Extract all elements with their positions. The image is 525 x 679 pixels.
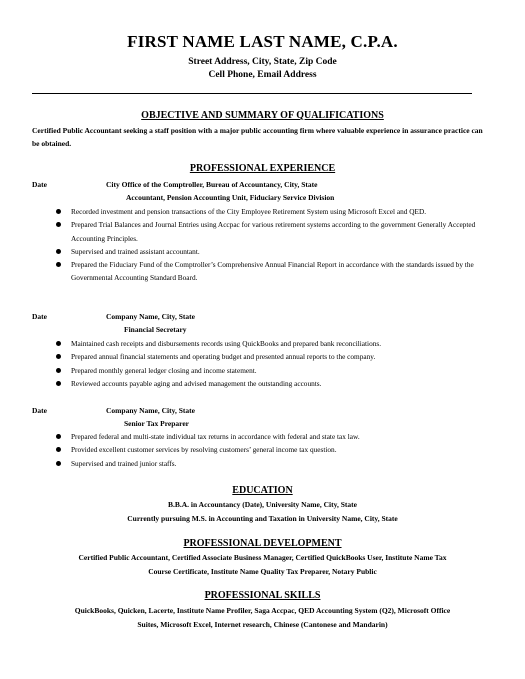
phone-email: Cell Phone, Email Address bbox=[208, 70, 317, 80]
bullet-text: Maintained cash receipts and disbursements records using QuickBooks and prepared bank reconciliations. bbox=[71, 339, 382, 348]
job-2-employer: Company Name, City, State bbox=[106, 312, 195, 321]
bullet-text: Prepared the Fiduciary Fund of the Comptroller’s Comprehensive Annual Financial Report in accordance with the standards issued by the Governmental Accounting Standard Board. bbox=[71, 260, 474, 283]
job-2-date: Date bbox=[32, 312, 47, 321]
bullet-icon bbox=[56, 434, 61, 439]
bullet-text: Prepared federal and multi-state individual tax returns in accordance with federal and state tax law. bbox=[71, 432, 360, 441]
bullet-text: Recorded investment and pension transactions of the City Employee Retirement System using Microsoft Excel and QED. bbox=[71, 207, 427, 216]
list-item bbox=[56, 218, 496, 245]
job-1-employer: City Office of the Comptroller, Bureau of Accountancy, City, State bbox=[106, 180, 318, 189]
list-item bbox=[56, 258, 496, 285]
bullet-text: Supervised and trained assistant accountant. bbox=[71, 246, 200, 256]
bullet-icon bbox=[56, 341, 61, 346]
objective-heading: OBJECTIVE AND SUMMARY OF QUALIFICATIONS bbox=[141, 110, 384, 121]
list-item bbox=[56, 245, 496, 258]
job-2-title: Financial Secretary bbox=[124, 325, 187, 334]
list-item bbox=[56, 337, 496, 350]
street-address: Street Address, City, State, Zip Code bbox=[188, 57, 337, 67]
job-3-date: Date bbox=[32, 406, 47, 415]
bullet-icon bbox=[56, 222, 61, 227]
list-item bbox=[56, 430, 496, 443]
job-3-title: Senior Tax Preparer bbox=[124, 419, 190, 428]
list-item bbox=[56, 350, 496, 363]
list-item bbox=[56, 377, 496, 390]
bullet-text: Prepared Trial Balances and Journal Entries using Accpac for various retirement systems according to the government Generally Accepted Accounting Principles. bbox=[71, 220, 476, 243]
experience-heading: PROFESSIONAL EXPERIENCE bbox=[189, 163, 336, 174]
bullet-icon bbox=[56, 461, 61, 466]
list-item bbox=[56, 205, 496, 218]
bullet-icon bbox=[56, 381, 61, 386]
development-line-1: Certified Public Accountant, Certified Associate Business Manager, Certified QuickBooks User, Institute Name Tax bbox=[78, 553, 447, 562]
education-heading: EDUCATION bbox=[232, 485, 293, 496]
skills-line-1: QuickBooks, Quicken, Lacerte, Institute Name Profiler, Saga Accpac, QED Accounting System (Q2), Microsoft Office bbox=[74, 606, 451, 615]
job-3-employer: Company Name, City, State bbox=[106, 406, 195, 415]
header-divider bbox=[32, 93, 472, 94]
job-1-bullets bbox=[56, 205, 496, 285]
education-degree: B.B.A. in Accountancy (Date), University Name, City, State bbox=[168, 500, 357, 509]
bullet-text: Prepared monthly general ledger closing and income statement. bbox=[71, 365, 257, 375]
list-item bbox=[56, 443, 496, 456]
job-2-bullets bbox=[56, 337, 496, 390]
bullet-text: Supervised and trained junior staffs. bbox=[71, 458, 177, 468]
resume-name: FIRST NAME LAST NAME, C.P.A. bbox=[127, 32, 398, 51]
skills-heading: PROFESSIONAL SKILLS bbox=[204, 590, 321, 601]
education-current: Currently pursuing M.S. in Accounting and Taxation in University Name, City, State bbox=[127, 514, 398, 523]
bullet-text: Reviewed accounts payable aging and advised management the outstanding accounts. bbox=[71, 378, 322, 388]
job-1-title: Accountant, Pension Accounting Unit, Fiduciary Service Division bbox=[126, 193, 335, 202]
bullet-icon bbox=[56, 354, 61, 359]
objective-text: Certified Public Accountant seeking a staff position with a major public accounting firm where valuable experience in assurance practice can be obtained. bbox=[32, 126, 483, 148]
bullet-text: Provided excellent customer services by resolving customers’ general income tax question. bbox=[71, 445, 337, 455]
bullet-text: Prepared annual financial statements and operating budget and presented annual reports to the company. bbox=[71, 352, 376, 362]
development-line-2: Course Certificate, Institute Name Quality Tax Preparer, Notary Public bbox=[148, 567, 377, 576]
bullet-icon bbox=[56, 447, 61, 452]
skills-line-2: Suites, Microsoft Excel, Internet research, Chinese (Cantonese and Mandarin) bbox=[137, 620, 388, 629]
bullet-icon bbox=[56, 262, 61, 267]
bullet-icon bbox=[56, 249, 61, 254]
list-item bbox=[56, 457, 496, 470]
job-1-date: Date bbox=[32, 180, 47, 189]
job-3-bullets bbox=[56, 430, 496, 470]
bullet-icon bbox=[56, 368, 61, 373]
development-heading: PROFESSIONAL DEVELOPMENT bbox=[183, 538, 342, 549]
bullet-icon bbox=[56, 209, 61, 214]
list-item bbox=[56, 364, 496, 377]
